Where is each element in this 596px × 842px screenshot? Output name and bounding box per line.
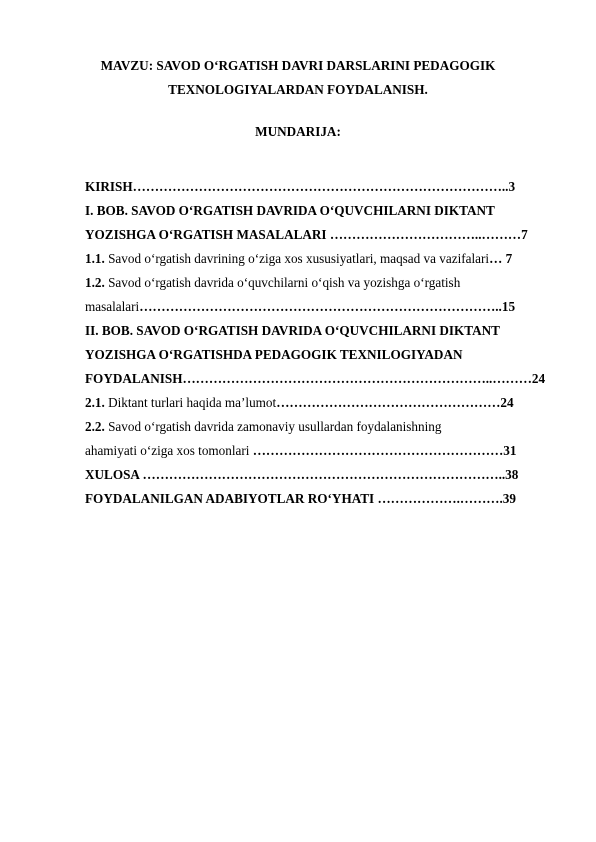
section-page: …………………………………………………31	[252, 443, 517, 458]
section-page: ……………………………………………24	[276, 395, 514, 410]
toc-entry-section-1-2-cont	[85, 295, 545, 319]
section-page: … 7	[489, 251, 513, 266]
section-title: Savod o‘rgatish davrida o‘quvchilarni o‘qish va yozishga o‘rgatish	[104, 275, 461, 290]
toc-entry-bob1-line1: I. BOB. SAVOD O‘RGATISH DAVRIDA O‘QUVCHILARNI DIKTANT	[85, 203, 495, 218]
section-title: Diktant turlari haqida ma’lumot	[104, 395, 277, 410]
section-title-cont: masalalari	[85, 299, 140, 314]
toc-entry-bob2-line1: II. BOB. SAVOD O‘RGATISH DAVRIDA O‘QUVCHILARNI DIKTANT	[85, 323, 500, 338]
table-of-contents	[85, 175, 545, 511]
section-number: 1.2.	[85, 275, 105, 290]
toc-entry-section-1-2	[85, 271, 545, 295]
section-number: 2.1.	[85, 395, 105, 410]
contents-heading: MUNDARIJA:	[255, 124, 341, 139]
toc-entry-section-2-1	[85, 391, 545, 415]
toc-entry-section-1-1	[85, 247, 545, 271]
title-line-2: TEXNOLOGIYALARDAN FOYDALANISH.	[168, 82, 428, 97]
section-title: Savod o‘rgatish davrining o‘ziga xos xususiyatlari, maqsad va vazifalari	[104, 251, 490, 266]
toc-entry-section-2-2	[85, 415, 545, 439]
section-title: Savod o‘rgatish davrida zamonaviy usullardan foydalanishning	[104, 419, 442, 434]
section-title-cont: ahamiyati o‘ziga xos tomonlari	[85, 443, 253, 458]
toc-entry-bob2-line2: YOZISHGA O‘RGATISHDA PEDAGOGIK TEXNILOGIYADAN	[85, 347, 463, 362]
toc-entry-section-2-2-cont	[85, 439, 545, 463]
toc-entry-xulosa: XULOSA ………………………………………………………………………..38	[85, 467, 519, 482]
toc-entry-bob1-line2: YOZISHGA O‘RGATISH MASALALARI ……………………………..………7	[85, 227, 528, 242]
toc-entry-adabiyotlar: FOYDALANILGAN ADABIYOTLAR RO‘YHATI ……………….……….39	[85, 491, 516, 506]
toc-entry-kirish: KIRISH…………………………………………………………………………..3	[85, 179, 516, 194]
section-number: 1.1.	[85, 251, 105, 266]
title-line-1: MAVZU: SAVOD O‘RGATISH DAVRI DARSLARINI PEDAGOGIK	[100, 58, 496, 73]
section-page: ………………………………………………………………………..15	[139, 299, 516, 314]
toc-entry-bob2-line3: FOYDALANISH……………………………………………………………..………24	[85, 371, 545, 386]
document-title	[60, 54, 536, 102]
section-number: 2.2.	[85, 419, 105, 434]
